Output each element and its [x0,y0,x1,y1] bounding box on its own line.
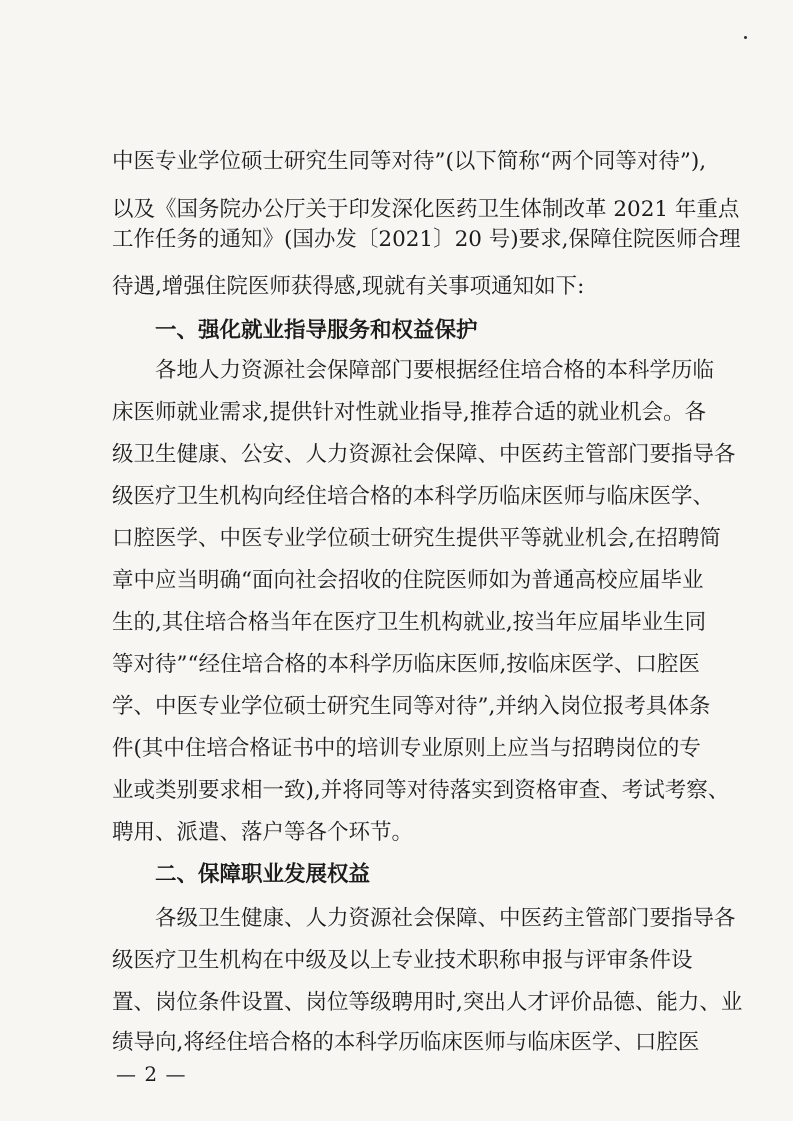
page-number: — 2 — [116,1062,187,1086]
body-line: 级卫生健康、公安、人力资源社会保障、中医药主管部门要指导各 [112,442,736,467]
section-heading-2: 二、保障职业发展权益 [155,862,371,887]
body-line: 绩导向,将经住培合格的本科学历临床医师与临床医学、口腔医 [112,1030,700,1055]
body-line: 生的,其住培合格当年在医疗卫生机构就业,按当年应届毕业生同 [112,610,707,635]
scan-speck [744,36,747,39]
body-line: 工作任务的通知》(国办发〔2021〕20 号)要求,保障住院医师合理 [112,227,741,252]
body-line: 置、岗位条件设置、岗位等级聘用时,突出人才评价品德、能力、业 [112,990,743,1015]
body-line: 件(其中住培合格证书中的培训专业原则上应当与招聘岗位的专 [112,736,701,761]
body-line: 以及《国务院办公厅关于印发深化医药卫生体制改革 2021 年重点 [112,197,740,222]
body-line: 等对待”“经住培合格的本科学历临床医师,按临床医学、口腔医 [112,652,700,677]
body-line: 中医专业学位硕士研究生同等对待”(以下简称“两个同等对待”), [112,149,707,174]
body-line: 口腔医学、中医专业学位硕士研究生提供平等就业机会,在招聘简 [112,526,721,551]
body-line: 级医疗卫生机构在中级及以上专业技术职称申报与评审条件设 [112,948,693,973]
body-line: 学、中医专业学位硕士研究生同等对待”,并纳入岗位报考具体条 [112,694,711,719]
body-line: 聘用、派遣、落户等各个环节。 [112,820,414,845]
body-line: 待遇,增强住院医师获得感,现就有关事项通知如下: [112,274,585,299]
body-line: 业或类别要求相一致),并将同等对待落实到资格审查、考试考察、 [112,778,730,803]
body-line: 床医师就业需求,提供针对性就业指导,推荐合适的就业机会。各 [112,400,707,425]
body-line: 章中应当明确“面向社会招收的住院医师如为普通高校应届毕业 [112,568,704,593]
body-line: 级医疗卫生机构向经住培合格的本科学历临床医师与临床医学、 [112,484,715,509]
section-heading-1: 一、强化就业指导服务和权益保护 [155,318,478,343]
body-line: 各地人力资源社会保障部门要根据经住培合格的本科学历临 [155,358,715,383]
body-line: 各级卫生健康、人力资源社会保障、中医药主管部门要指导各 [155,906,736,931]
